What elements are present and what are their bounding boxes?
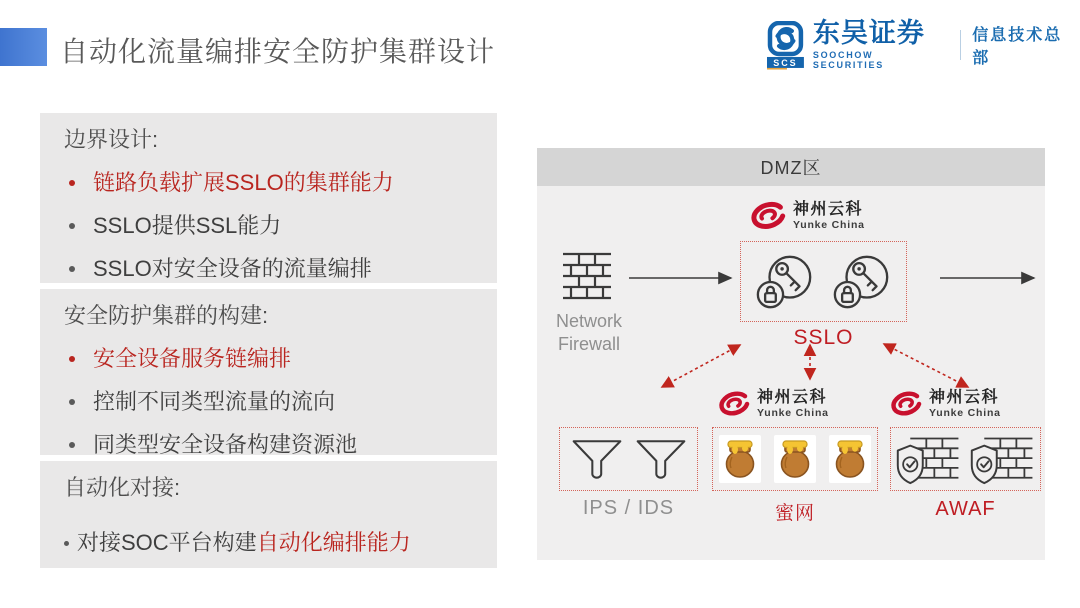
bullet-dot bbox=[69, 223, 75, 229]
panel-automation bbox=[40, 461, 497, 568]
bullet-text: 控制不同类型流量的流向 bbox=[93, 389, 336, 415]
network-firewall-icon bbox=[559, 244, 615, 302]
funnel-icon bbox=[569, 436, 625, 482]
bullet-dot bbox=[69, 266, 75, 272]
soochow-icon-text: SCS bbox=[773, 57, 798, 68]
firewall-label-line2: Firewall bbox=[557, 334, 620, 355]
yunke-name-en: Yunke China bbox=[793, 219, 865, 232]
sslo-node bbox=[740, 241, 907, 322]
bullet-item bbox=[64, 168, 477, 198]
awaf-node bbox=[890, 427, 1041, 491]
ssl-key-lock-icon bbox=[754, 251, 816, 313]
yunke-name-cn: 神州云科 bbox=[793, 200, 864, 218]
dmz-zone-header: DMZ区 bbox=[537, 148, 1045, 186]
yunke-name-cn: 神州云科 bbox=[929, 388, 1000, 406]
company-name-en: SOOCHOW SECURITIES bbox=[812, 50, 884, 70]
yunke-name-cn: 神州云科 bbox=[757, 388, 828, 406]
bullet-dot bbox=[69, 399, 75, 405]
panel-heading: 安全防护集群的构建: bbox=[64, 303, 269, 328]
company-brand bbox=[766, 20, 1080, 70]
arrow-sslo-ips bbox=[662, 345, 740, 387]
bullet-text: SSLO提供SSL能力 bbox=[93, 213, 282, 239]
yunke-logo bbox=[889, 388, 1001, 420]
bullet-text-highlight: 自动化编排能力 bbox=[256, 530, 411, 556]
bullet-item bbox=[64, 430, 477, 460]
bullet-text: 安全设备服务链编排 bbox=[93, 346, 292, 372]
ips-ids-label: IPS / IDS bbox=[582, 497, 675, 519]
page-title: 自动化流量编排安全防护集群设计 bbox=[60, 36, 496, 67]
yunke-name-en: Yunke China bbox=[757, 407, 829, 420]
bullet-panels bbox=[40, 113, 497, 574]
panel-cluster-build bbox=[40, 289, 497, 455]
panel-heading: 自动化对接: bbox=[64, 475, 181, 500]
bullet-list bbox=[64, 344, 477, 459]
yunke-logo bbox=[749, 198, 865, 234]
bullet-dot bbox=[64, 541, 69, 546]
bullet-text: 同类型安全设备构建资源池 bbox=[93, 431, 358, 457]
honeypot-icon bbox=[719, 435, 761, 483]
firewall-label-line1: Network bbox=[555, 311, 622, 331]
bullet-dot bbox=[69, 356, 75, 362]
company-name-cn: 东吴证券 bbox=[812, 18, 925, 48]
bullet-list bbox=[64, 528, 477, 558]
bullet-list bbox=[64, 168, 477, 283]
yunke-logo bbox=[717, 388, 829, 420]
bullet-text: 链路负载扩展SSLO的集群能力 bbox=[93, 170, 394, 196]
yunke-swirl-icon bbox=[717, 388, 751, 420]
panel-heading: 边界设计: bbox=[64, 127, 159, 152]
bullet-item bbox=[64, 528, 477, 558]
honeynet-node bbox=[712, 427, 878, 491]
bullet-item bbox=[64, 211, 477, 241]
soochow-logo-icon bbox=[766, 21, 806, 70]
brand-text bbox=[813, 20, 948, 70]
bullet-text: SSLO对安全设备的流量编排 bbox=[93, 255, 372, 281]
brand-divider bbox=[960, 30, 961, 60]
yunke-swirl-icon bbox=[749, 198, 787, 234]
bullet-item bbox=[64, 254, 477, 284]
bullet-item bbox=[64, 387, 477, 417]
bullet-text-prefix: 对接SOC平台构建 bbox=[77, 530, 257, 556]
honeynet-label: 蜜网 bbox=[774, 503, 815, 524]
honeypot-icon bbox=[774, 435, 816, 483]
network-firewall-label bbox=[539, 310, 639, 357]
funnel-icon bbox=[633, 436, 689, 482]
yunke-name-en: Yunke China bbox=[929, 407, 1001, 420]
panel-boundary-design bbox=[40, 113, 497, 283]
bullet-dot bbox=[69, 180, 75, 186]
title-accent-bar bbox=[0, 28, 47, 66]
bullet-item bbox=[64, 344, 477, 374]
yunke-swirl-icon bbox=[889, 388, 923, 420]
department-label: 信息技术总部 bbox=[972, 27, 1063, 67]
shield-firewall-icon bbox=[970, 433, 1036, 485]
sslo-label: SSLO bbox=[793, 326, 854, 349]
ips-ids-node bbox=[559, 427, 698, 491]
arrow-sslo-awaf bbox=[884, 344, 968, 387]
ssl-key-lock-icon bbox=[831, 251, 893, 313]
dmz-diagram bbox=[537, 148, 1045, 560]
bullet-dot bbox=[69, 442, 75, 448]
honeypot-icon bbox=[829, 435, 871, 483]
shield-firewall-icon bbox=[896, 433, 962, 485]
awaf-label: AWAF bbox=[935, 498, 996, 520]
